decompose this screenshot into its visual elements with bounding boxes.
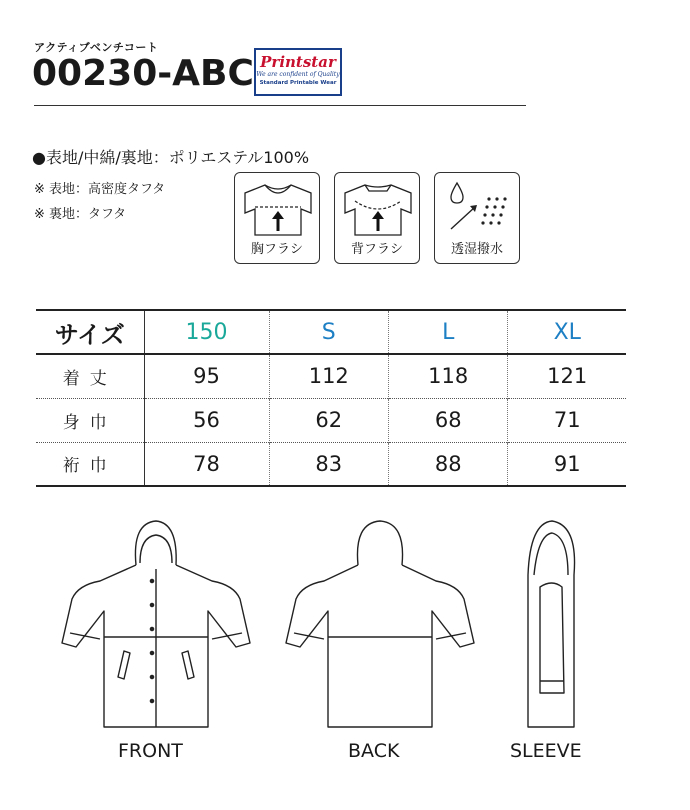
row-label-width: 身巾 — [36, 398, 144, 442]
material-note: ※ 表地：高密度タフタ — [34, 182, 166, 197]
caption-front: FRONT — [118, 740, 183, 762]
size-col-150: 150 — [144, 310, 269, 354]
caption-back: BACK — [348, 740, 400, 762]
water-repellent-icon — [441, 179, 515, 237]
table-row — [36, 442, 626, 486]
back-lining-icon — [341, 179, 415, 237]
front-view-icon — [62, 521, 250, 727]
brand-name: Printstar — [260, 53, 336, 71]
table-cell: 95 — [144, 354, 269, 398]
table-cell: 121 — [508, 354, 626, 398]
brand-tagline: We are confident of Quality — [256, 71, 340, 78]
feature-label: 背フラシ — [350, 242, 403, 257]
feature-label: 胸フラシ — [250, 242, 303, 257]
row-label-sleeve: 裄巾 — [36, 442, 144, 486]
product-code: 00230-ABC — [32, 53, 254, 94]
table-cell: 83 — [269, 442, 388, 486]
brand-logo — [254, 48, 342, 96]
table-row — [36, 398, 626, 442]
table-row — [36, 354, 626, 398]
back-view-icon — [286, 521, 474, 727]
table-cell: 118 — [388, 354, 507, 398]
feature-label: 透湿撥水 — [450, 242, 503, 257]
product-subtitle: アクティブベンチコート — [34, 41, 159, 54]
caption-sleeve: SLEEVE — [510, 740, 582, 762]
table-cell: 71 — [508, 398, 626, 442]
size-table-header-row — [36, 310, 626, 354]
chest-lining-icon — [241, 179, 315, 237]
header-divider — [34, 105, 526, 106]
table-cell: 62 — [269, 398, 388, 442]
brand-sub: Standard Printable Wear — [259, 80, 337, 86]
size-table — [36, 309, 626, 487]
garment-drawings — [0, 515, 690, 735]
size-header-label: サイズ — [36, 310, 144, 354]
row-label-length: 着丈 — [36, 354, 144, 398]
table-cell: 91 — [508, 442, 626, 486]
feature-chest-lining — [234, 172, 320, 264]
feature-water-repellent — [434, 172, 520, 264]
material-main: ●表地/中綿/裏地：ポリエステル100% — [32, 148, 310, 167]
table-cell: 68 — [388, 398, 507, 442]
size-col-l: L — [388, 310, 507, 354]
table-cell: 78 — [144, 442, 269, 486]
table-cell: 88 — [388, 442, 507, 486]
sleeve-view-icon — [528, 521, 575, 727]
feature-back-lining — [334, 172, 420, 264]
material-note: ※ 裏地：タフタ — [34, 207, 127, 222]
size-col-s: S — [269, 310, 388, 354]
table-cell: 112 — [269, 354, 388, 398]
table-cell: 56 — [144, 398, 269, 442]
size-col-xl: XL — [508, 310, 626, 354]
